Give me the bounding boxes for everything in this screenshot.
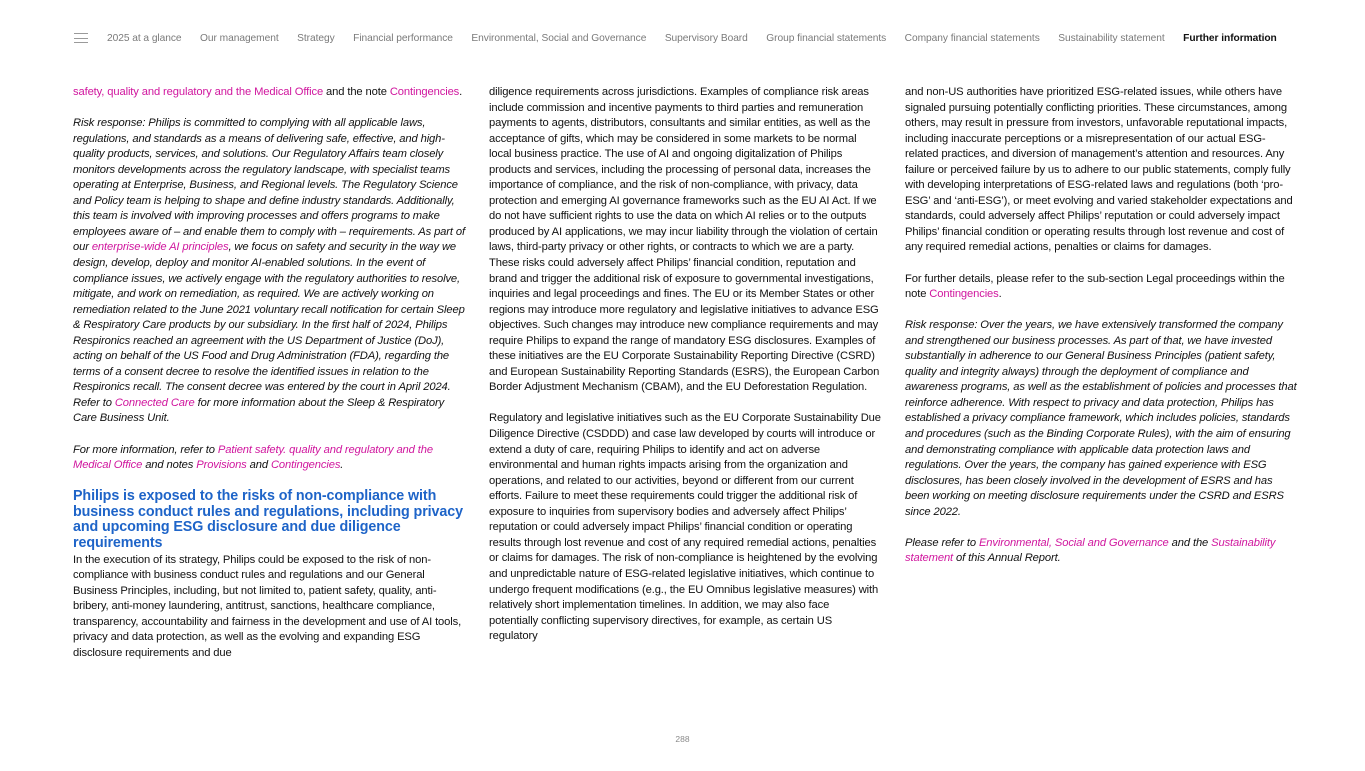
link-ai-principles[interactable]: enterprise-wide AI principles xyxy=(91,241,229,254)
text: , we focus on safety and security in the way we design, develop, deploy and monitor AI-enabled solutions. In the event of compliance issues, we actively engage with the regulatory authorities to resolve, mitigate, and work on remediation, as required. We are actively working on remediation related to the June 2021 voluntary recall notification for certain Sleep & Respiratory Care products by our subsidiary. In the first half of 2024, Philips Respironics reached an agreement with the US Department of Justice (DoJ), acting on behalf of the US Food and Drug Administration (FDA), regarding the terms of a consent decree to resolve the identified issues in relation to the Respironics recall. The consent decree was entered by the court in April 2024. Refer to xyxy=(73,241,465,409)
nav-item-esg[interactable]: Environmental, Social and Governance xyxy=(471,32,647,44)
top-navigation xyxy=(74,28,1295,48)
link-provisions[interactable]: Provisions xyxy=(196,459,247,472)
text: . xyxy=(998,288,1002,301)
nav-item-our-management[interactable]: Our management xyxy=(200,32,279,44)
text-column-1 xyxy=(73,85,465,677)
text: . xyxy=(459,86,463,98)
nav-item-company-financial-statements[interactable]: Company financial statements xyxy=(904,32,1040,44)
text: and xyxy=(246,459,271,472)
text-column-3 xyxy=(905,85,1297,583)
risk-response-paragraph xyxy=(73,116,465,427)
nav-item-financial-performance[interactable]: Financial performance xyxy=(353,32,453,44)
link-patient-safety[interactable]: safety, quality and regulatory and the Medical Office xyxy=(73,86,324,98)
link-esg[interactable]: Environmental, Social and Governance xyxy=(978,536,1169,549)
paragraph: Regulatory and legislative initiatives such as the EU Corporate Sustainability Due Diligence Directive (CSDDD) and case law developed by courts will introduce or extend a duty of care, requiring Philips to identify and act on adverse environmental and human rights impacts arising from the organization and operations, and related to our activities, beyond or different from our current efforts. Failure to meet these requirements could trigger the additional risk of exposure to inquiries from supervisory bodies and adversely affect Philips’ reputation or could adversely impact Philips’ financial condition or operating results through lost revenue and cost of any required remedial actions, penalties or claims for damages. The risk of non-compliance is heightened by the evolving and unpredictable nature of ESG-related legislative initiatives, which continue to undergo frequent modifications (e.g., the EU Omnibus legislative measures) with relatively short implementation timelines. In addition, we may also face potentially conflicting supervisory directives, for example, as certain US regulatory xyxy=(489,412,881,643)
nav-item-further-information[interactable]: Further information xyxy=(1183,32,1277,44)
text: and the note xyxy=(323,86,390,98)
link-contingencies[interactable]: Contingencies xyxy=(270,459,341,472)
paragraph: and non-US authorities have prioritized ESG-related issues, while others have signaled pursuing potentially conflicting priorities. These circumstances, among others, may result in pressure from investors, unfavorable reputational impacts, including inaccurate perceptions or a misrepresentation of our actual ESG-related practices, and diversion of management’s attention and resources. Any failure or perceived failure by us to adhere to our public statements, comply fully with developing interpretations of ESG-related laws and regulations (both ‘pro-ESG’ and ‘anti-ESG’), or meet evolving and varied stakeholder expectations and standards, could adversely affect Philips’ reputation or could adversely impact Philips’ financial condition or operating results through lost revenue and cost of any required remedial actions, penalties or claims for damages. xyxy=(905,86,1293,254)
paragraph: diligence requirements across jurisdictions. Examples of compliance risk areas include commission and incentive payments to third parties and remuneration payments to agents, distributors, consultants and similar entities, as well as the acceptance of gifts, which may be considered in some markets to be normal local business practice. The use of AI and ongoing digitalization of Philips products and services, including the processing of personal data, increases the importance of compliance, and the risk of non-compliance, with privacy, data protection and emerging AI governance frameworks such as the EU AI Act. If we do not have sufficient rights to use the data on which AI relies or to the outputs produced by AI applications, we may incur liability through the violation of certain laws, third-party privacy or other rights, or contracts to which we are a party. These risks could adversely affect Philips’ financial condition, reputation and brand and trigger the additional risk of exposure to governmental investigations, inquiries and legal proceedings and fines. The EU or its Member States or other regions may introduce more regulatory and legislative initiatives to advance ESG objectives. Such changes may introduce new compliance requirements and may require Philips to expand the range of mandatory ESG disclosures. Examples of these initiatives are the EU Corporate Sustainability Reporting Directive (CSRD) and European Sustainability Reporting Standards (ESRS), the European Carbon Border Adjustment Mechanism (CBAM), and the EU Deforestation Regulation. xyxy=(489,86,880,394)
paragraph xyxy=(73,85,465,101)
text: For more information, refer to xyxy=(73,443,218,456)
section-heading: Philips is exposed to the risks of non-compliance with business conduct rules and regulations, including privacy and upcoming ESG disclosure and due diligence requirements xyxy=(73,488,463,551)
paragraph xyxy=(73,443,465,474)
text-column-2 xyxy=(489,85,881,660)
text: Risk response: Philips is committed to complying with all applicable laws, regulations, and standards as a means of delivering safe, effective, and high-quality products, services, and solutions. Our Regulatory Affairs team closely monitors developments across the regulatory landscape, with specialist teams operating at Enterprise, Business, and Regional levels. The Regulatory Science and Policy team is helping to shape and define industry standards. Additionally, this team is involved with improving processes and offers programs to make employees aware of – and enable them to comply with – requirements. As part of our xyxy=(73,117,465,254)
nav-item-strategy[interactable]: Strategy xyxy=(297,32,335,44)
text: for more information about the Sleep & Respiratory Care Business Unit. xyxy=(73,396,445,425)
text: and notes xyxy=(142,459,197,472)
text: of this Annual Report. xyxy=(953,552,1061,565)
text: For further details, please refer to the sub-section Legal proceedings within the note xyxy=(905,272,1285,301)
link-contingencies[interactable]: Contingencies xyxy=(929,288,999,301)
nav-item-2025-at-a-glance[interactable]: 2025 at a glance xyxy=(107,32,182,44)
link-connected-care[interactable]: Connected Care xyxy=(114,396,195,409)
text: . xyxy=(340,459,344,472)
paragraph xyxy=(905,272,1297,303)
text: Please refer to xyxy=(905,536,979,549)
link-patient-safety-medical-office[interactable]: Patient safety. quality and regulatory and the Medical Office xyxy=(73,443,433,472)
page-number: 288 xyxy=(675,734,690,744)
hamburger-menu-icon[interactable] xyxy=(74,33,88,43)
paragraph xyxy=(905,536,1297,567)
text: and the xyxy=(1168,536,1212,549)
link-contingencies[interactable]: Contingencies xyxy=(389,86,460,98)
nav-item-supervisory-board[interactable]: Supervisory Board xyxy=(664,32,748,44)
link-sustainability-statement[interactable]: Sustainability statement xyxy=(905,536,1276,565)
risk-response-paragraph: Risk response: Over the years, we have extensively transformed the company and strengthened our business processes. As part of that, we have invested substantially in adherence to our General Business Principles (patient safety, quality and integrity always) through the deployment of compliance and awareness programs, as well as the establishment of policies and processes that reinforce adherence. With respect to privacy and data protection, Philips has established a privacy compliance framework, which includes policies, standards and procedures (such as the Binding Corporate Rules), with the aim of ensuring and demonstrating compliance with applicable data protection laws and regulations. Over the years, the company has gained experience with ESG disclosures, has been closely involved in the development of ESRS and has been working on meeting disclosure requirements under the CSRD and ESRS since 2022. xyxy=(905,319,1297,518)
paragraph: In the execution of its strategy, Philips could be exposed to the risk of non-compliance with business conduct rules and regulations and our General Business Principles, including, but not limited to, patient safety, quality, anti-bribery, anti-money laundering, antitrust, sanctions, healthcare compliance, transparency, accountability and fairness in the development and use of AI tools, privacy and data protection, as well as the evolving and expanding ESG disclosure requirements and due xyxy=(73,553,462,659)
nav-item-sustainability-statement[interactable]: Sustainability statement xyxy=(1058,32,1165,44)
nav-item-group-financial-statements[interactable]: Group financial statements xyxy=(766,32,887,44)
